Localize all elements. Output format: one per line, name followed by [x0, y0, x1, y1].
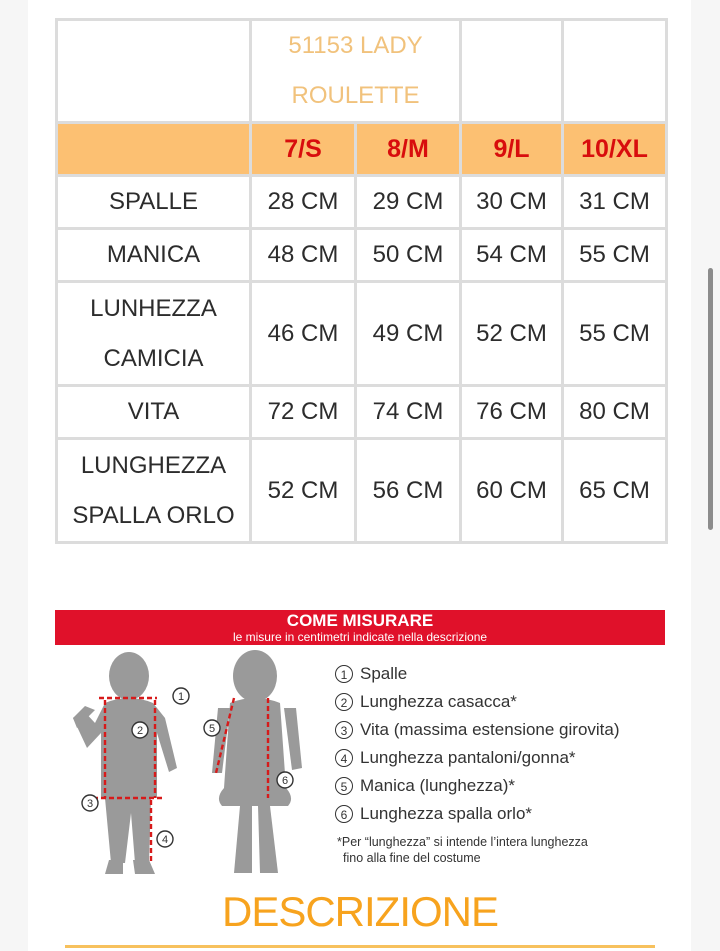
empty-cell [563, 20, 667, 123]
table-cell: 49 CM [356, 282, 461, 386]
boy-figure-illustration [65, 648, 195, 880]
legend-item [335, 688, 620, 716]
legend-item [335, 744, 620, 772]
legend-number: 5 [335, 777, 353, 795]
size-header-row [57, 123, 667, 176]
row-label-line: SPALLA ORLO [72, 501, 235, 529]
table-cell: 54 CM [461, 229, 563, 282]
legend-text: Manica (lunghezza)* [360, 776, 515, 795]
legend-number: 3 [335, 721, 353, 739]
row-label: SPALLE [57, 176, 251, 229]
legend-text: Lunghezza spalla orlo* [360, 804, 533, 823]
legend-number: 1 [335, 665, 353, 683]
legend-number: 6 [335, 805, 353, 823]
description-divider [65, 945, 655, 948]
figure-number: 3 [86, 798, 94, 810]
row-label [57, 439, 251, 543]
table-cell: 55 CM [563, 229, 667, 282]
table-row [57, 176, 667, 229]
table-row [57, 439, 667, 543]
size-chart-table [55, 18, 668, 544]
row-label-line: LUNGHEZZA [80, 451, 227, 479]
product-title-line1: 51153 LADY [288, 32, 423, 59]
size-header-cell: 8/M [356, 123, 461, 176]
table-cell: 80 CM [563, 386, 667, 439]
table-cell: 65 CM [563, 439, 667, 543]
legend-text: Lunghezza pantaloni/gonna* [360, 748, 576, 767]
legend-item [335, 660, 620, 688]
page-left-margin [0, 0, 28, 951]
page-right-margin [691, 0, 720, 951]
row-label: VITA [57, 386, 251, 439]
row-label: MANICA [57, 229, 251, 282]
product-title-cell [251, 20, 461, 123]
empty-corner-cell [57, 20, 251, 123]
legend-text: Spalle [360, 664, 408, 683]
how-to-measure-banner [55, 610, 665, 645]
description-heading: DESCRIZIONE [221, 888, 499, 935]
legend-text: Vita (massima estensione girovita) [360, 720, 620, 739]
table-row [57, 229, 667, 282]
table-row [57, 386, 667, 439]
table-cell: 72 CM [251, 386, 356, 439]
legend-item [335, 800, 620, 828]
size-header-cell: 10/XL [563, 123, 667, 176]
table-cell: 74 CM [356, 386, 461, 439]
footnote-line: *Per “lunghezza” si intende l’intera lunghezza [337, 835, 588, 849]
legend-item [335, 716, 620, 744]
figure-number: 1 [177, 691, 185, 703]
table-cell: 60 CM [461, 439, 563, 543]
table-cell: 29 CM [356, 176, 461, 229]
size-header-blank [57, 123, 251, 176]
legend-number: 4 [335, 749, 353, 767]
table-cell: 30 CM [461, 176, 563, 229]
legend-number: 2 [335, 693, 353, 711]
measurement-legend [335, 660, 620, 828]
legend-text: Lunghezza casacca* [360, 692, 517, 711]
how-to-measure-subtitle: le misure in centimetri indicate nella descrizione [232, 630, 488, 644]
length-footnote [337, 834, 657, 866]
figure-number: 4 [161, 834, 169, 846]
product-title-row [57, 20, 667, 123]
table-cell: 76 CM [461, 386, 563, 439]
size-header-cell: 9/L [461, 123, 563, 176]
table-cell: 55 CM [563, 282, 667, 386]
scrollbar[interactable] [708, 268, 713, 530]
table-cell: 52 CM [461, 282, 563, 386]
row-label-line: CAMICIA [103, 344, 204, 372]
table-row [57, 282, 667, 386]
how-to-measure-title: COME MISURARE [286, 611, 434, 630]
figure-number: 6 [281, 775, 289, 787]
legend-item [335, 772, 620, 800]
product-title-line2: ROULETTE [291, 82, 420, 109]
footnote-line: fino alla fine del costume [343, 851, 481, 865]
table-cell: 28 CM [251, 176, 356, 229]
size-header-cell: 7/S [251, 123, 356, 176]
figure-number: 5 [208, 723, 216, 735]
table-cell: 50 CM [356, 229, 461, 282]
row-label-line: LUNHEZZA [90, 294, 217, 322]
table-cell: 52 CM [251, 439, 356, 543]
table-cell: 56 CM [356, 439, 461, 543]
table-cell: 31 CM [563, 176, 667, 229]
row-label [57, 282, 251, 386]
how-to-measure-panel [55, 610, 665, 882]
table-cell: 46 CM [251, 282, 356, 386]
table-cell: 48 CM [251, 229, 356, 282]
empty-cell [461, 20, 563, 123]
figure-number: 2 [136, 725, 144, 737]
girl-figure-illustration [200, 648, 320, 880]
